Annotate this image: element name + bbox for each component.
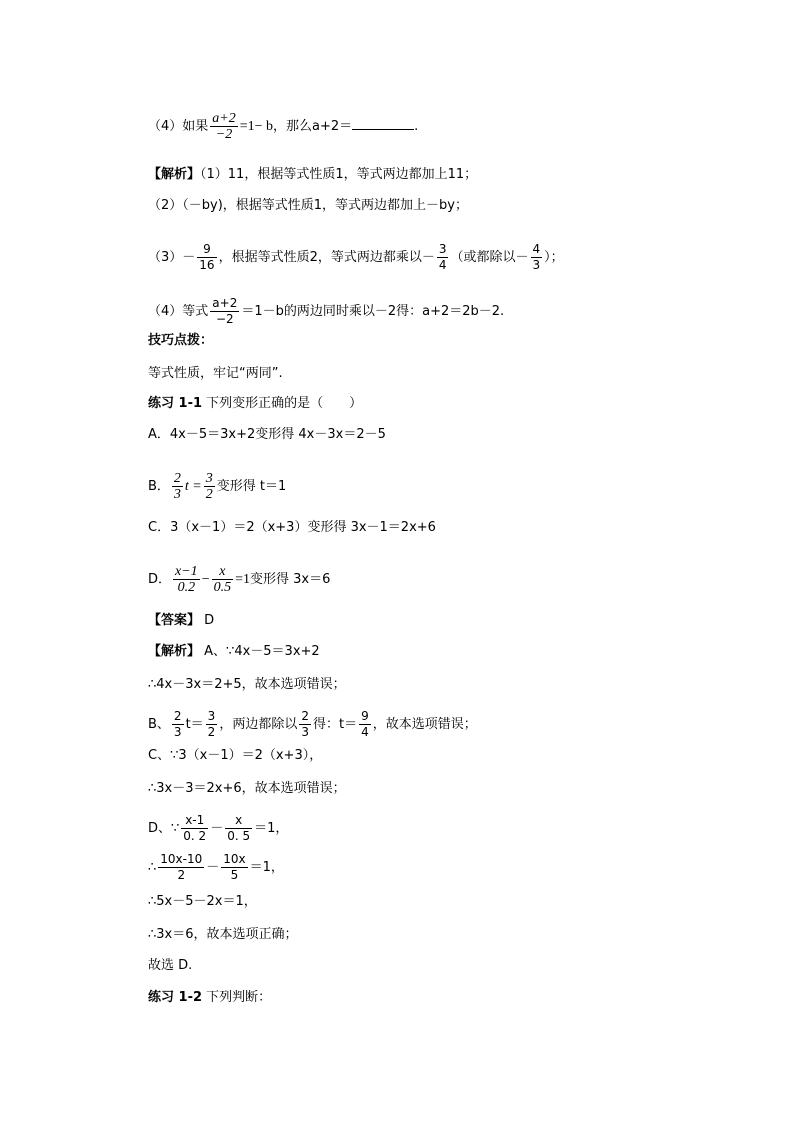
answer-line: 【答案】 D: [148, 613, 215, 628]
exercise-1-1-question: 练习 1-1 下列变形正确的是（ ）: [148, 396, 363, 411]
option-b: B． $\frac{2}{3}$ t = $\frac{3}{2}$ 变形得 t＝1: [148, 471, 287, 502]
question-4: （4）如果 $\frac{a+2}{-2}$ =1− b，那么a+2＝ .: [148, 111, 419, 142]
fraction: $\frac{a+2}{-2}$: [212, 296, 238, 326]
analysis2-line-10: 故选 D.: [148, 958, 193, 973]
analysis-line-4: （4）等式 $\frac{a+2}{-2}$ ＝1－b的两边同时乘以－2得：a+2＝2b－2.: [148, 296, 505, 326]
analysis2-line-6: D、∵ $\frac{x-1}{0. 2}$ － $\frac{x}{0. 5}$ ＝1，: [148, 813, 289, 843]
fraction: $\frac{10x}{5}$: [223, 852, 246, 882]
tip-title: 技巧点拨：: [148, 333, 214, 348]
analysis2-line-9: ∴3x＝6，故本选项正确；: [148, 927, 298, 942]
option-c: C．3（x－1）＝2（x+3）变形得 3x－1＝2x+6: [148, 520, 436, 535]
analysis2-line-7: ∴ $\frac{10x-10}{2}$ － $\frac{10x}{5}$ ＝1，: [148, 852, 284, 882]
analysis2-line-3: B、 $\frac{2}{3}$ t＝ $\frac{3}{2}$ ，两边都除以 $\frac{2}{3}$ 得：t＝ $\frac{9}{4}$ ，故本选项错误；: [148, 709, 477, 739]
fraction: $\frac{2}{3}$: [173, 709, 182, 739]
analysis2-line-1: 【解析】 A、∵4x－5＝3x+2: [148, 644, 320, 659]
tip-text: 等式性质，牢记“两同”.: [148, 366, 283, 381]
analysis2-line-5: ∴3x－3＝2x+6，故本选项错误；: [148, 781, 346, 796]
fraction: $\frac{3}{4}$: [438, 242, 447, 272]
fraction: $\frac{10x-10}{2}$: [160, 852, 203, 882]
answer-blank: [352, 116, 414, 130]
fraction: $\frac{x-1}{0. 2}$: [183, 813, 207, 843]
analysis2-line-8: ∴5x－5－2x＝1，: [148, 894, 257, 909]
analysis-line-1: 【解析】（1）11，根据等式性质1，等式两边都加上11；: [148, 167, 478, 182]
fraction: $\frac{9}{16}$: [199, 242, 215, 272]
analysis-line-2: （2）（－by)，根据等式性质1，等式两边都加上－by；: [148, 198, 469, 213]
fraction: $\frac{9}{4}$: [361, 709, 369, 739]
fraction: $\frac{3}{2}$: [207, 709, 216, 739]
fraction: $\frac{a+2}{-2}$: [212, 111, 236, 142]
analysis-line-3: （3）－ $\frac{9}{16}$ ，根据等式性质2，等式两边都乘以－ $\frac{3}{4}$ （或都除以－ $\frac{4}{3}$ ）；: [148, 242, 564, 272]
analysis2-line-4: C、∵3（x－1）＝2（x+3），: [148, 748, 323, 763]
option-a: A．4x－5＝3x+2变形得 4x－3x＝2－5: [148, 427, 386, 442]
exercise-1-2-question: 练习 1-2 下列判断：: [148, 990, 272, 1005]
fraction: $\frac{x-1}{0.2}$: [175, 564, 198, 595]
option-d: D． $\frac{x-1}{0.2}$ − $\frac{x}{0.5}$ =1变形得 3x＝6: [148, 564, 331, 595]
fraction: $\frac{x}{0. 5}$: [227, 813, 251, 843]
fraction: $\frac{2}{3}$: [173, 471, 181, 502]
fraction: $\frac{x}{0.5}$: [213, 564, 232, 595]
fraction: $\frac{2}{3}$: [301, 709, 309, 739]
fraction: $\frac{3}{2}$: [205, 471, 213, 502]
analysis2-line-2: ∴4x－3x＝2+5，故本选项错误；: [148, 677, 346, 692]
fraction: $\frac{4}{3}$: [532, 242, 541, 272]
